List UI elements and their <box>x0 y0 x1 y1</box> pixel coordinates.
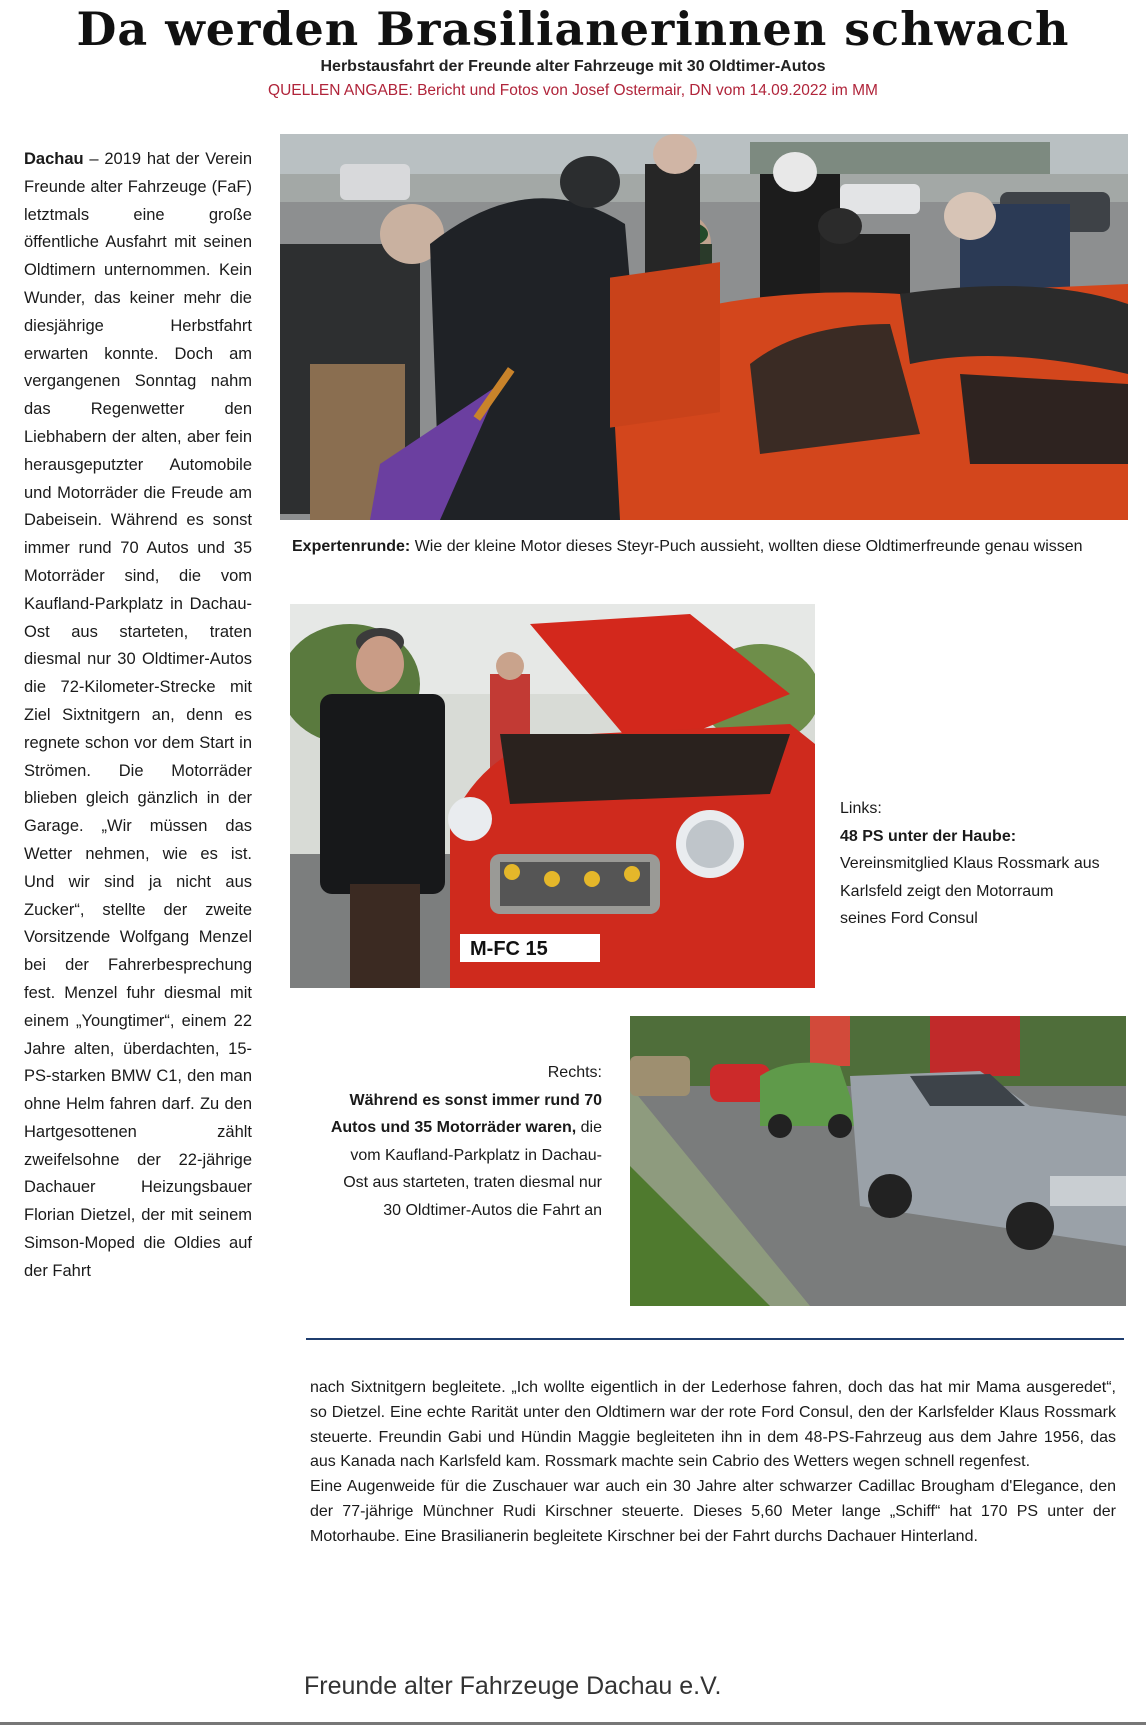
article-subtitle: Herbstausfahrt der Freunde alter Fahrzeuge mit 30 Oldtimer-Autos <box>320 58 826 75</box>
photo1-caption <box>292 533 1092 561</box>
photo1-caption-text: Wie der kleine Motor dieses Steyr-Puch aussieht, wollten diese Oldtimerfreunde genau wissen <box>410 538 1083 555</box>
footer-organization: Freunde alter Fahrzeuge Dachau e.V. <box>304 1672 722 1700</box>
photo-ford-consul <box>290 604 815 988</box>
photo-oldtimer-line <box>630 1016 1126 1306</box>
photo2-caption-bold: 48 PS unter der Haube: <box>840 827 1017 845</box>
photo-experts-steyr-puch <box>280 134 1128 520</box>
photo2-caption <box>840 795 1100 933</box>
left-column-body: – 2019 hat der Verein Freunde alter Fahrzeuge (FaF) letztmals eine große öffentliche Ausfahrt mit seinen Oldtimern unternommen. Kein Wunder, das keiner mehr die diesjährige Herbstfahrt erwarten konnte. Doch am vergangenen Sonntag nahm das Regenwetter den Liebhabern der alten, aber fein herausgeputzter Automobile und Motorräder die Freude am Dabeisein. Während es sonst immer rund 70 Autos und 35 Motorräder sind, die vom Kaufland-Parkplatz in Dachau-Ost aus starteten, traten diesmal nur 30 Oldtimer-Autos die 72-Kilometer-Strecke mit Ziel Sixtnitgern an, denn es regnete schon vor dem Start in Strömen. Die Motorräder blieben gleich gänzlich in der Garage. „Wir müssen das Wetter nehmen, wie es ist. Und wir sind ja nicht aus Zucker“, stellte der zweite Vorsitzende Wolfgang Menzel bei der Fahrerbesprechung fest. Menzel fuhr diesmal mit einem „Youngtimer“, einem 22 Jahre alten, überdachten, 15-PS-starken BMW C1, den man ohne Helm fahren darf. Zu den Hartgesottenen zählt zweifelsohne der 22-jährige Dachauer Heizungsbauer Florian Dietzel, der mit seinem Simson-Moped die Oldies auf der Fahrt <box>24 150 252 1280</box>
divider-rule <box>306 1338 1124 1340</box>
photo2-caption-text: Vereinsmitglied Klaus Rossmark aus Karlsfeld zeigt den Motorraum seines Ford Consul <box>840 855 1100 927</box>
source-note: QUELLEN ANGABE: Bericht und Fotos von Josef Ostermair, DN vom 14.09.2022 im MM <box>268 82 878 99</box>
bottom-paragraph-1: nach Sixtnitgern begleitete. „Ich wollte eigentlich in der Lederhose fahren, doch das hat mir Mama ausgeredet“, so Dietzel. Eine echte Rarität unter den Oldtimern war der rote Ford Consul, den der Karlsfelder Klaus Rossmark steuerte. Freundin Gabi und Hündin Maggie begleiteten ihn in dem 48-PS-Fahrzeug aus dem Jahre 1956, das aus Kanada nach Karlsfeld kam. Rossmark machte sein Cabrio des Wetters wegen schnell regenfest. <box>310 1379 1116 1471</box>
dateline: Dachau <box>24 150 84 168</box>
bottom-text <box>310 1376 1116 1550</box>
photo3-caption-bold: Während es sonst immer rund 70 Autos und 35 Motorräder waren, <box>330 1091 602 1136</box>
photo1-caption-bold: Expertenrunde: <box>292 538 411 555</box>
left-column-text <box>24 146 252 1286</box>
bottom-edge-line <box>0 1722 1146 1725</box>
photo2-caption-prefix: Links: <box>840 800 882 817</box>
license-plate: M-FC 15 <box>470 938 548 960</box>
photo3-caption-prefix: Rechts: <box>547 1064 602 1081</box>
photo3-caption <box>330 1059 602 1224</box>
photo3-caption-text: die vom Kaufland-Parkplatz in Dachau-Ost aus starteten, traten diesmal nur 30 Oldtimer-Autos die Fahrt an <box>343 1119 602 1219</box>
bottom-paragraph-2: Eine Augenweide für die Zuschauer war auch ein 30 Jahre alter schwarzer Cadillac Brougham d'Elegance, den der 77-jährige Münchner Rudi Kirschner steuerte. Dieses 5,60 Meter lange „Schiff“ hat 170 PS unter der Motorhaube. Eine Brasilianerin begleitete Kirschner bei der Fahrt durchs Dachauer Hinterland. <box>310 1478 1116 1545</box>
article-title: Da werden Brasilianerinnen schwach <box>76 2 1070 56</box>
